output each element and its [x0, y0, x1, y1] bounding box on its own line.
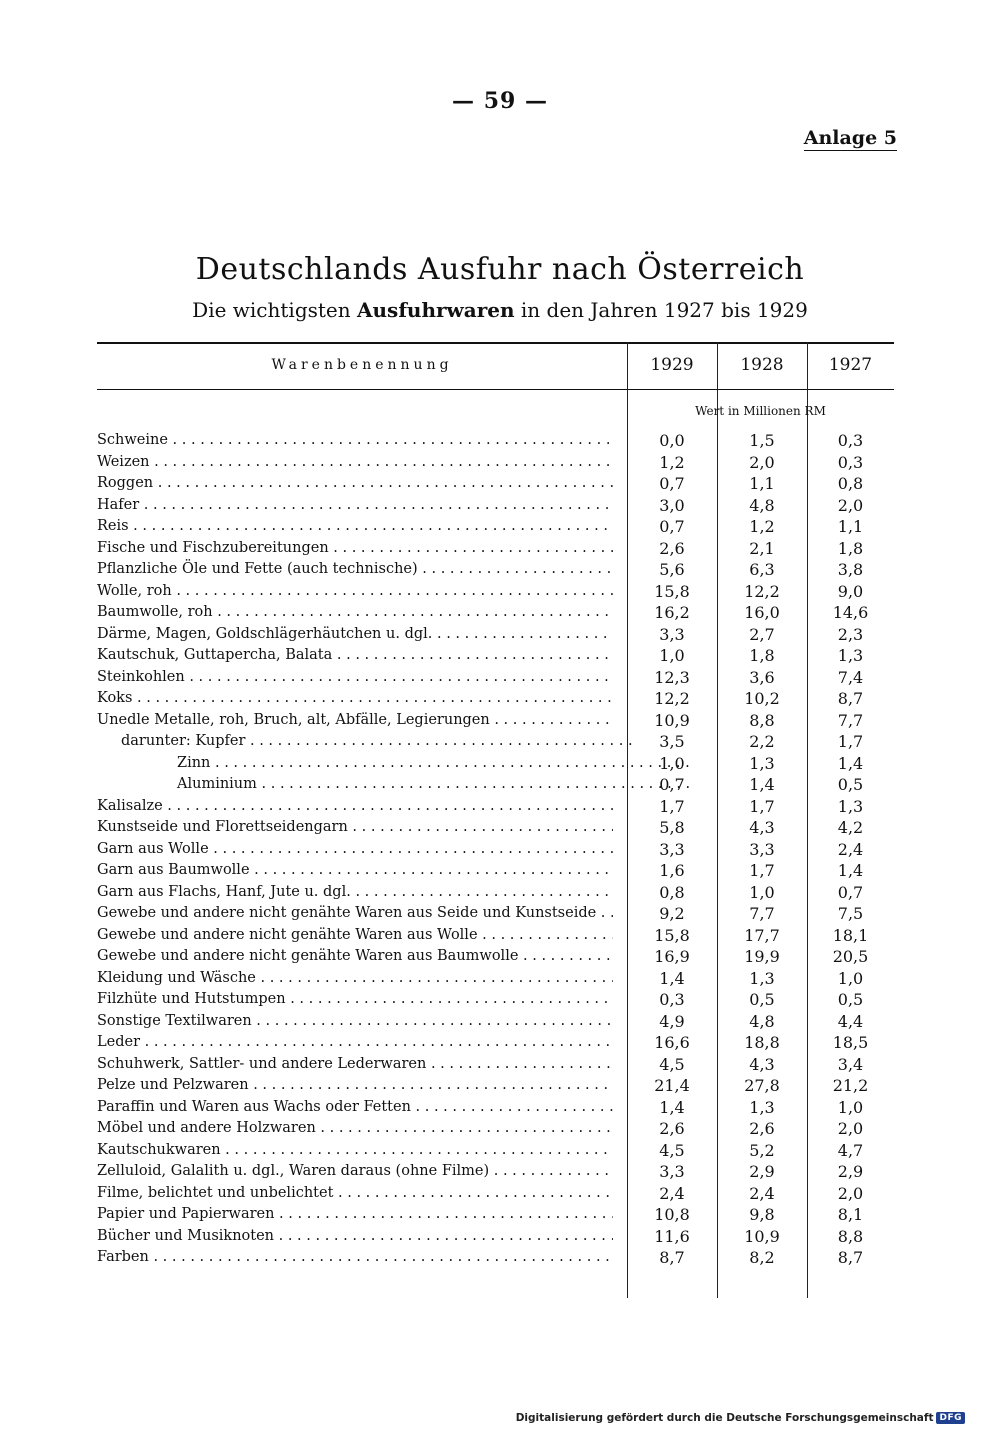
value-1928: 1,1: [749, 474, 775, 493]
row-label-text: Fische und Fischzubereitungen . . .: [97, 540, 613, 556]
value-1928: 1,7: [749, 861, 775, 880]
table-row: [97, 1247, 894, 1269]
table-row: [97, 581, 894, 603]
row-label: [97, 1183, 613, 1205]
subtitle-prefix: Die wichtigsten: [192, 298, 351, 322]
value-1928: 4,3: [749, 818, 775, 837]
table-row: [97, 473, 894, 495]
row-label-text: Gewebe und andere nicht genähte Waren aus Wolle . . .: [97, 927, 613, 943]
value-1928: 17,7: [744, 925, 780, 945]
value-1929: 12,3: [654, 667, 690, 687]
row-label-text: Weizen . . .: [97, 454, 613, 470]
value-1927: 2,9: [837, 1162, 864, 1181]
value-1927: 8,7: [837, 689, 864, 708]
annex-label: Anlage 5: [803, 127, 897, 149]
value-1929: 9,2: [659, 904, 685, 923]
row-label: [97, 860, 613, 882]
row-label: [97, 1226, 613, 1248]
table-row: [97, 1032, 894, 1054]
value-1928: 4,8: [749, 495, 775, 515]
table-row: [97, 1226, 894, 1248]
row-label-text: Sonstige Textilwaren . . .: [97, 1013, 613, 1029]
table-row: [97, 452, 894, 474]
column-header-1928: 1928: [740, 355, 784, 375]
value-1928: 10,9: [744, 1226, 780, 1246]
table-row: [97, 989, 894, 1011]
value-1929: 3,0: [659, 495, 685, 515]
row-label: [97, 817, 613, 839]
row-label-text: Aluminium . . .: [177, 776, 693, 792]
value-1928: 2,9: [749, 1162, 775, 1181]
value-1929: 8,7: [659, 1248, 685, 1267]
value-1929: 10,8: [654, 1205, 690, 1224]
row-label: [97, 1032, 613, 1054]
value-1929: 1,4: [659, 968, 685, 988]
value-1927: 7,5: [837, 904, 864, 923]
table-row: [97, 1161, 894, 1183]
unit-label: Wert in Millionen RM: [695, 404, 826, 418]
table-row: [97, 1054, 894, 1076]
value-1929: 3,3: [659, 624, 685, 644]
value-1929: 0,0: [659, 431, 685, 450]
value-1927: 1,3: [837, 646, 864, 665]
value-1927: 0,5: [837, 775, 864, 794]
value-1928: 0,5: [749, 990, 775, 1009]
value-1928: 3,3: [749, 839, 775, 859]
value-1927: 9,0: [837, 581, 864, 601]
table-row: [97, 1140, 894, 1162]
value-1929: 0,8: [659, 882, 685, 902]
footer-text: Digitalisierung gefördert durch die Deutsche Forschungsgemeinschaft: [515, 1412, 934, 1424]
value-1929: 2,4: [659, 1183, 685, 1203]
table-row: [97, 667, 894, 689]
table-row: [97, 882, 894, 904]
table-row: [97, 1075, 894, 1097]
value-1928: 4,3: [749, 1054, 775, 1074]
row-label-text: Därme, Magen, Goldschlägerhäutchen u. dgl. . . .: [97, 626, 613, 642]
value-1929: 0,7: [659, 775, 685, 794]
value-1929: 21,4: [654, 1076, 690, 1095]
row-label-text: Kautschuk, Guttapercha, Balata . . .: [97, 647, 613, 663]
value-1927: 0,3: [837, 431, 864, 450]
value-1928: 2,2: [749, 732, 775, 751]
value-1928: 3,6: [749, 667, 775, 687]
table-row: [97, 688, 894, 710]
value-1928: 12,2: [744, 581, 780, 601]
value-1927: 1,0: [837, 968, 864, 988]
row-label: [97, 774, 693, 796]
value-1929: 16,2: [654, 603, 690, 622]
value-1928: 1,0: [749, 882, 775, 902]
value-1927: 3,8: [837, 560, 864, 579]
value-1929: 2,6: [659, 538, 685, 558]
value-1927: 1,7: [837, 732, 864, 751]
row-label-text: Pelze und Pelzwaren . . .: [97, 1077, 613, 1093]
value-1927: 18,5: [832, 1033, 869, 1052]
column-header-1929: 1929: [650, 355, 694, 375]
value-1929: 0,7: [659, 474, 685, 493]
table-header-rule: [97, 389, 894, 390]
value-1927: 0,7: [837, 882, 864, 902]
row-label-text: Schweine . . .: [97, 432, 613, 448]
subtitle-suffix: in den Jahren 1927 bis 1929: [520, 298, 808, 322]
table-row: [97, 516, 894, 538]
value-1929: 1,0: [659, 753, 685, 773]
row-label: [97, 602, 613, 624]
row-label: [97, 559, 613, 581]
table-row: [97, 753, 894, 775]
row-label: [97, 989, 613, 1011]
row-label: [97, 1247, 613, 1269]
row-label-text: Leder . . .: [97, 1034, 613, 1050]
value-1927: 7,7: [837, 710, 864, 730]
row-label-text: Garn aus Wolle . . .: [97, 841, 613, 857]
value-1927: 1,4: [837, 753, 864, 773]
row-label: [97, 710, 613, 732]
table-row: [97, 1183, 894, 1205]
row-label: [97, 538, 613, 560]
value-1928: 1,3: [749, 968, 775, 988]
value-1927: 3,4: [837, 1054, 864, 1074]
value-1929: 2,6: [659, 1119, 685, 1138]
value-1928: 1,4: [749, 775, 775, 794]
row-label-text: Reis . . .: [97, 518, 613, 534]
column-header-goods: Warenbenennung: [271, 357, 453, 373]
value-1927: 7,4: [837, 667, 864, 687]
value-1928: 2,1: [749, 538, 775, 558]
table-row: [97, 710, 894, 732]
row-label-text: Möbel und andere Holzwaren . . .: [97, 1120, 613, 1136]
row-label: [97, 796, 613, 818]
value-1928: 2,6: [749, 1119, 775, 1138]
value-1927: 14,6: [832, 603, 869, 622]
table-row: [97, 860, 894, 882]
table-row: [97, 559, 894, 581]
table-row: [97, 796, 894, 818]
row-label-text: Gewebe und andere nicht genähte Waren aus Baumwolle . . .: [97, 948, 613, 964]
table-row: [97, 817, 894, 839]
dfg-logo: DFG: [936, 1412, 965, 1424]
value-1927: 0,3: [837, 452, 864, 472]
row-label-text: Schuhwerk, Sattler- und andere Lederwaren . . .: [97, 1056, 613, 1072]
row-label: [97, 753, 693, 775]
table-row: [97, 602, 894, 624]
row-label-text: Gewebe und andere nicht genähte Waren aus Seide und Kunstseide . . .: [97, 905, 613, 921]
value-1929: 1,4: [659, 1097, 685, 1117]
row-label: [97, 667, 613, 689]
row-label: [97, 495, 613, 517]
row-label: [97, 516, 613, 538]
value-1927: 20,5: [832, 947, 869, 966]
table-row: [97, 946, 894, 968]
value-1928: 2,0: [749, 452, 775, 472]
row-label-text: Garn aus Flachs, Hanf, Jute u. dgl. . . .: [97, 884, 613, 900]
row-label-text: Kalisalze . . .: [97, 798, 613, 814]
row-label-text: Hafer . . .: [97, 497, 613, 513]
row-label-text: Filme, belichtet und unbelichtet . . .: [97, 1185, 613, 1201]
row-label: [97, 731, 637, 753]
table-row: [97, 1011, 894, 1033]
value-1928: 10,2: [744, 689, 780, 708]
value-1929: 12,2: [654, 689, 690, 708]
row-label: [97, 430, 613, 452]
table-row: [97, 968, 894, 990]
row-label: [97, 1054, 613, 1076]
row-label: [97, 473, 613, 495]
table-row: [97, 839, 894, 861]
row-label: [97, 1161, 613, 1183]
table-row: [97, 624, 894, 646]
table-row: [97, 731, 894, 753]
row-label-text: Bücher und Musiknoten . . .: [97, 1228, 613, 1244]
row-label: [97, 903, 613, 925]
value-1927: 8,8: [837, 1226, 864, 1246]
value-1928: 27,8: [744, 1076, 780, 1095]
table-row: [97, 1204, 894, 1226]
row-label-text: Wolle, roh . . .: [97, 583, 613, 599]
value-1928: 1,2: [749, 517, 775, 536]
value-1928: 9,8: [749, 1205, 775, 1224]
value-1928: 5,2: [749, 1140, 775, 1160]
table-body: [97, 430, 894, 1269]
row-label: [97, 1118, 613, 1140]
value-1928: 1,5: [749, 431, 775, 450]
table-row: [97, 430, 894, 452]
row-label: [97, 1204, 613, 1226]
value-1927: 2,3: [837, 624, 864, 644]
row-label-text: Baumwolle, roh . . .: [97, 604, 613, 620]
value-1928: 8,8: [749, 710, 775, 730]
value-1929: 1,6: [659, 861, 685, 880]
value-1929: 1,2: [659, 452, 685, 472]
value-1928: 4,8: [749, 1011, 775, 1031]
row-label: [97, 452, 613, 474]
row-label-text: Kleidung und Wäsche . . .: [97, 970, 613, 986]
row-label: [97, 1097, 613, 1119]
value-1927: 1,8: [837, 538, 864, 558]
page-title: Deutschlands Ausfuhr nach Österreich: [195, 252, 805, 287]
page-number: — 59 —: [452, 88, 548, 114]
value-1928: 18,8: [744, 1033, 780, 1052]
row-label: [97, 1140, 613, 1162]
value-1927: 1,0: [837, 1097, 864, 1117]
value-1929: 0,3: [659, 990, 685, 1009]
row-label: [97, 946, 613, 968]
value-1927: 4,4: [837, 1011, 864, 1031]
row-label-text: Paraffin und Waren aus Wachs oder Fetten . . .: [97, 1099, 613, 1115]
value-1927: 1,4: [837, 861, 864, 880]
value-1927: 21,2: [832, 1076, 869, 1095]
row-label: [97, 882, 613, 904]
value-1927: 2,0: [837, 1119, 864, 1138]
footer-credit: [516, 1412, 965, 1424]
value-1927: 2,4: [837, 839, 864, 859]
row-label-text: Kunstseide und Florettseidengarn . . .: [97, 819, 613, 835]
value-1928: 1,8: [749, 646, 775, 665]
row-label: [97, 968, 613, 990]
table-row: [97, 495, 894, 517]
value-1928: 8,2: [749, 1248, 775, 1267]
export-table: [97, 342, 894, 1298]
value-1929: 5,6: [659, 560, 685, 579]
value-1927: 2,0: [837, 1183, 864, 1203]
table-row: [97, 903, 894, 925]
row-label-text: Filzhüte und Hutstumpen . . .: [97, 991, 613, 1007]
row-label-text: Zinn . . .: [177, 755, 693, 771]
value-1929: 11,6: [654, 1226, 690, 1246]
row-label: [97, 925, 613, 947]
value-1928: 2,7: [749, 624, 775, 644]
row-label: [97, 581, 613, 603]
row-label-text: Kautschukwaren . . .: [97, 1142, 613, 1158]
value-1927: 2,0: [837, 495, 864, 515]
value-1928: 1,7: [749, 796, 775, 816]
value-1927: 8,7: [837, 1248, 864, 1267]
value-1929: 16,9: [654, 947, 690, 966]
row-label-text: Zelluloid, Galalith u. dgl., Waren daraus (ohne Filme) . . .: [97, 1163, 613, 1179]
value-1929: 15,8: [654, 925, 690, 945]
subtitle-bold: Ausfuhrwaren: [357, 298, 515, 322]
table-row: [97, 538, 894, 560]
row-label-text: Pflanzliche Öle und Fette (auch technische) . . .: [97, 561, 613, 577]
value-1929: 1,7: [659, 796, 685, 816]
value-1927: 1,1: [837, 517, 864, 536]
row-label-text: Koks . . .: [97, 690, 613, 706]
value-1928: 2,4: [749, 1183, 775, 1203]
value-1929: 3,5: [659, 732, 685, 751]
value-1927: 4,2: [837, 818, 864, 837]
value-1928: 19,9: [744, 947, 780, 966]
value-1927: 1,3: [837, 796, 864, 816]
value-1929: 16,6: [654, 1033, 690, 1052]
value-1927: 8,1: [837, 1205, 864, 1224]
value-1929: 0,7: [659, 517, 685, 536]
value-1929: 4,5: [659, 1054, 685, 1074]
value-1929: 3,3: [659, 1162, 685, 1181]
page-subtitle: [0, 298, 1000, 322]
value-1927: 0,8: [837, 474, 864, 493]
value-1928: 1,3: [749, 1097, 775, 1117]
value-1929: 15,8: [654, 581, 690, 601]
table-row: [97, 1097, 894, 1119]
row-label: [97, 645, 613, 667]
value-1927: 18,1: [832, 925, 869, 945]
value-1927: 4,7: [837, 1140, 864, 1160]
value-1927: 0,5: [837, 990, 864, 1009]
table-row: [97, 925, 894, 947]
row-label-text: Steinkohlen . . .: [97, 669, 613, 685]
row-label-text: Papier und Papierwaren . . .: [97, 1206, 613, 1222]
row-label-text: Garn aus Baumwolle . . .: [97, 862, 613, 878]
row-label: [97, 624, 613, 646]
value-1929: 4,9: [659, 1011, 685, 1031]
row-label: [97, 1011, 613, 1033]
value-1928: 6,3: [749, 560, 775, 579]
value-1928: 16,0: [744, 603, 780, 622]
row-label-text: Roggen . . .: [97, 475, 613, 491]
value-1929: 3,3: [659, 839, 685, 859]
table-row: [97, 774, 894, 796]
value-1929: 10,9: [654, 710, 690, 730]
value-1928: 1,3: [749, 753, 775, 773]
column-header-1927: 1927: [828, 355, 873, 375]
row-label: [97, 839, 613, 861]
value-1928: 7,7: [749, 904, 775, 923]
value-1929: 5,8: [659, 818, 685, 837]
value-1929: 1,0: [659, 646, 685, 665]
row-label: [97, 1075, 613, 1097]
table-row: [97, 1118, 894, 1140]
row-label-text: darunter: Kupfer . . .: [121, 733, 637, 749]
row-label: [97, 688, 613, 710]
value-1929: 4,5: [659, 1140, 685, 1160]
row-label-text: Farben . . .: [97, 1249, 613, 1265]
table-row: [97, 645, 894, 667]
row-label-text: Unedle Metalle, roh, Bruch, alt, Abfälle, Legierungen . . .: [97, 712, 613, 728]
